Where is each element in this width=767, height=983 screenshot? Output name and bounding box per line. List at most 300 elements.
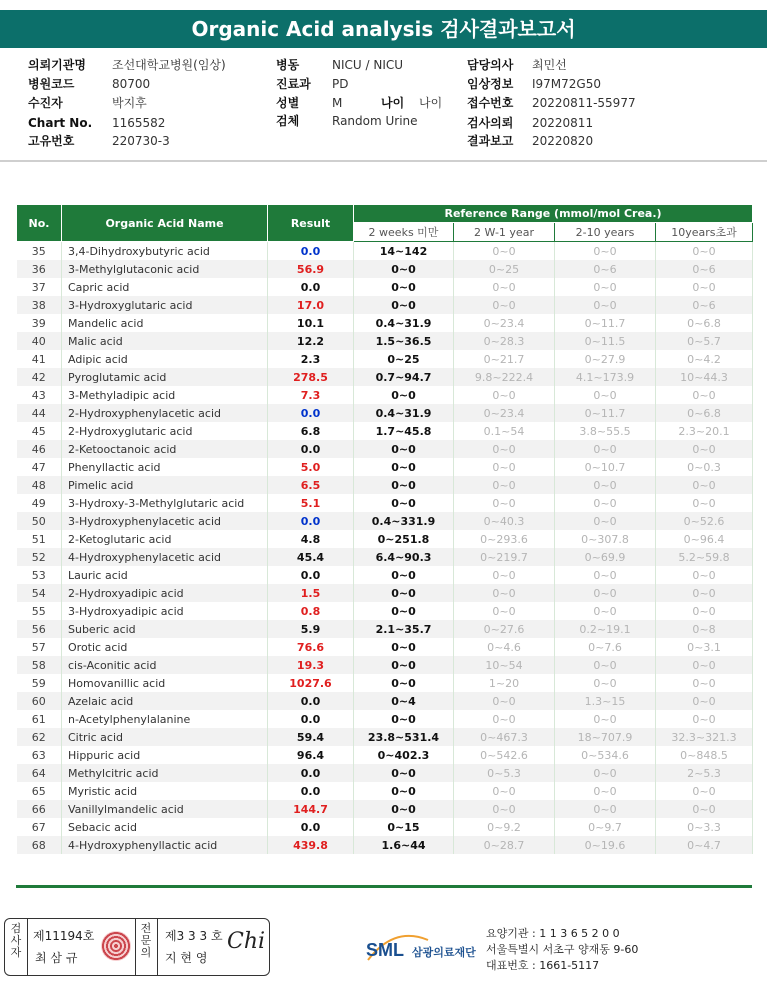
table-row (17, 260, 753, 278)
acid-name: 3,4-Dihydroxybutyric acid (62, 242, 268, 261)
col-2weeks-header: 2 weeks 미만 (354, 223, 454, 242)
table-row (17, 476, 753, 494)
table-row (17, 728, 753, 746)
range-2weeks: 1.5~36.5 (354, 332, 454, 350)
range-10y-plus: 2~5.3 (656, 764, 753, 782)
sex-value: M (332, 96, 343, 110)
report-title: Organic Acid analysis 검사결과보고서 (0, 10, 767, 48)
signature-divider (135, 919, 136, 975)
range-2-10y: 0~0 (555, 782, 656, 800)
range-10y-plus: 0~96.4 (656, 530, 753, 548)
range-2w-1y: 0~28.7 (454, 836, 555, 854)
table-row (17, 566, 753, 584)
range-10y-plus: 0~52.6 (656, 512, 753, 530)
range-2weeks: 0~0 (354, 656, 454, 674)
range-2weeks: 6.4~90.3 (354, 548, 454, 566)
table-row (17, 620, 753, 638)
acid-name: Suberic acid (62, 620, 268, 638)
result-value: 0.0 (268, 278, 354, 296)
result-value: 0.0 (268, 710, 354, 728)
result-value: 1027.6 (268, 674, 354, 692)
sml-logo (364, 930, 480, 966)
acid-name: Sebacic acid (62, 818, 268, 836)
patient-info-panel (0, 54, 767, 150)
result-value: 439.8 (268, 836, 354, 854)
row-number: 38 (17, 296, 62, 314)
hospital-value: 조선대학교병원(임상) (112, 58, 226, 72)
range-2-10y: 0~69.9 (555, 548, 656, 566)
range-2-10y: 0~534.6 (555, 746, 656, 764)
receipt-label: 접수번호 (467, 96, 514, 110)
acid-name: 3-Hydroxy-3-Methylglutaric acid (62, 494, 268, 512)
ward-value: NICU / NICU (332, 58, 404, 72)
result-value: 0.0 (268, 782, 354, 800)
results-body (17, 242, 753, 855)
range-10y-plus: 0~0 (656, 566, 753, 584)
range-2weeks: 0.4~31.9 (354, 404, 454, 422)
acid-name: Lauric acid (62, 566, 268, 584)
table-row (17, 602, 753, 620)
code-value: 80700 (112, 77, 151, 91)
range-10y-plus: 0~0 (656, 278, 753, 296)
result-value: 45.4 (268, 548, 354, 566)
acid-name: Azelaic acid (62, 692, 268, 710)
row-number: 60 (17, 692, 62, 710)
signature-icon: Chi (227, 929, 266, 954)
range-2weeks: 1.6~44 (354, 836, 454, 854)
range-10y-plus: 0~0 (656, 242, 753, 261)
range-2weeks: 1.7~45.8 (354, 422, 454, 440)
range-2w-1y: 0~23.4 (454, 314, 555, 332)
acid-name: 4-Hydroxyphenylacetic acid (62, 548, 268, 566)
result-value: 0.0 (268, 818, 354, 836)
acid-name: Homovanillic acid (62, 674, 268, 692)
range-2-10y: 0~11.7 (555, 314, 656, 332)
institution-phone: 대표번호 : 1661-5117 (486, 959, 600, 972)
range-10y-plus: 0~0 (656, 782, 753, 800)
range-2w-1y: 0~0 (454, 602, 555, 620)
id-label: 고유번호 (28, 134, 75, 148)
range-10y-plus: 0~0 (656, 674, 753, 692)
receipt-value: 20220811-55977 (532, 96, 636, 110)
range-2weeks: 0~0 (354, 782, 454, 800)
range-10y-plus: 0~0 (656, 800, 753, 818)
table-row (17, 674, 753, 692)
range-2w-1y: 0~25 (454, 260, 555, 278)
clinical-value: I97M72G50 (532, 77, 601, 91)
chart-value: 1165582 (112, 116, 166, 130)
acid-name: Capric acid (62, 278, 268, 296)
range-2weeks: 0.4~31.9 (354, 314, 454, 332)
acid-name: 3-Hydroxyadipic acid (62, 602, 268, 620)
institution-street: 서울특별시 서초구 양재동 9-60 (486, 943, 639, 956)
row-number: 67 (17, 818, 62, 836)
range-10y-plus: 0~0 (656, 692, 753, 710)
result-value: 56.9 (268, 260, 354, 278)
chart-label: Chart No. (28, 116, 93, 130)
acid-name: Pyroglutamic acid (62, 368, 268, 386)
range-2weeks: 0~0 (354, 566, 454, 584)
signature-divider (157, 919, 158, 975)
result-value: 2.3 (268, 350, 354, 368)
hospital-label: 의뢰기관명 (28, 58, 86, 72)
result-value: 17.0 (268, 296, 354, 314)
specimen-label: 검체 (276, 114, 300, 128)
result-value: 5.1 (268, 494, 354, 512)
result-value: 19.3 (268, 656, 354, 674)
range-2-10y: 0~0 (555, 242, 656, 261)
range-2-10y: 0~11.5 (555, 332, 656, 350)
acid-name: 3-Methyladipic acid (62, 386, 268, 404)
range-10y-plus: 0~0 (656, 386, 753, 404)
table-row (17, 584, 753, 602)
range-10y-plus: 0~3.1 (656, 638, 753, 656)
result-value: 0.0 (268, 566, 354, 584)
row-number: 43 (17, 386, 62, 404)
range-10y-plus: 0~0 (656, 584, 753, 602)
range-10y-plus: 0~6 (656, 260, 753, 278)
row-number: 58 (17, 656, 62, 674)
row-number: 49 (17, 494, 62, 512)
table-row (17, 548, 753, 566)
range-2weeks: 23.8~531.4 (354, 728, 454, 746)
row-number: 50 (17, 512, 62, 530)
row-number: 61 (17, 710, 62, 728)
result-value: 0.0 (268, 404, 354, 422)
request-label: 검사의뢰 (467, 116, 514, 130)
acid-name: 2-Hydroxyadipic acid (62, 584, 268, 602)
doctor-value: 최민선 (532, 58, 567, 72)
range-2w-1y: 0~293.6 (454, 530, 555, 548)
range-2weeks: 0~0 (354, 386, 454, 404)
age-label: 나이 (381, 96, 405, 110)
acid-name: Malic acid (62, 332, 268, 350)
range-10y-plus: 2.3~20.1 (656, 422, 753, 440)
range-2w-1y: 9.8~222.4 (454, 368, 555, 386)
result-value: 76.6 (268, 638, 354, 656)
ward-label: 병동 (276, 58, 300, 72)
result-value: 0.0 (268, 440, 354, 458)
result-value: 6.5 (268, 476, 354, 494)
range-10y-plus: 0~848.5 (656, 746, 753, 764)
row-number: 47 (17, 458, 62, 476)
range-2w-1y: 0~0 (454, 494, 555, 512)
table-row (17, 782, 753, 800)
range-2weeks: 0~402.3 (354, 746, 454, 764)
acid-name: Vanillylmandelic acid (62, 800, 268, 818)
table-bottom-rule (16, 885, 752, 888)
range-2weeks: 0.4~331.9 (354, 512, 454, 530)
result-value: 5.0 (268, 458, 354, 476)
table-row (17, 818, 753, 836)
range-2weeks: 0~0 (354, 260, 454, 278)
results-table (16, 204, 753, 854)
result-value: 12.2 (268, 332, 354, 350)
table-row (17, 494, 753, 512)
row-number: 62 (17, 728, 62, 746)
table-row (17, 836, 753, 854)
range-10y-plus: 0~0 (656, 494, 753, 512)
range-2-10y: 0~0 (555, 710, 656, 728)
range-2w-1y: 0~27.6 (454, 620, 555, 638)
range-10y-plus: 0~0 (656, 440, 753, 458)
row-number: 42 (17, 368, 62, 386)
acid-name: 3-Methylglutaconic acid (62, 260, 268, 278)
acid-name: 3-Hydroxyphenylacetic acid (62, 512, 268, 530)
row-number: 51 (17, 530, 62, 548)
result-value: 1.5 (268, 584, 354, 602)
range-2w-1y: 0~0 (454, 584, 555, 602)
range-10y-plus: 0~0.3 (656, 458, 753, 476)
id-value: 220730-3 (112, 134, 170, 148)
acid-name: Methylcitric acid (62, 764, 268, 782)
row-number: 59 (17, 674, 62, 692)
result-value: 144.7 (268, 800, 354, 818)
acid-name: Mandelic acid (62, 314, 268, 332)
range-2weeks: 0~4 (354, 692, 454, 710)
range-2-10y: 0~0 (555, 674, 656, 692)
range-2w-1y: 0~467.3 (454, 728, 555, 746)
range-2weeks: 0.7~94.7 (354, 368, 454, 386)
range-2weeks: 14~142 (354, 242, 454, 261)
range-2weeks: 0~0 (354, 494, 454, 512)
result-value: 96.4 (268, 746, 354, 764)
range-2-10y: 0~0 (555, 566, 656, 584)
specialist-vertical-label: 전문의 (140, 922, 152, 959)
range-10y-plus: 0~3.3 (656, 818, 753, 836)
range-2weeks: 0~0 (354, 278, 454, 296)
acid-name: n-Acetylphenylalanine (62, 710, 268, 728)
table-row (17, 314, 753, 332)
range-2weeks: 0~0 (354, 458, 454, 476)
range-10y-plus: 0~5.7 (656, 332, 753, 350)
table-row (17, 746, 753, 764)
result-value: 59.4 (268, 728, 354, 746)
clinical-label: 임상정보 (467, 77, 514, 91)
range-2-10y: 0~10.7 (555, 458, 656, 476)
acid-name: 2-Hydroxyphenylacetic acid (62, 404, 268, 422)
col-name-header: Organic Acid Name (62, 205, 268, 242)
table-row (17, 422, 753, 440)
range-2weeks: 0~0 (354, 476, 454, 494)
signature-divider (27, 919, 28, 975)
table-row (17, 404, 753, 422)
row-number: 53 (17, 566, 62, 584)
range-2w-1y: 0~0 (454, 458, 555, 476)
result-value: 0.0 (268, 764, 354, 782)
specialist-license: 제3 3 3 호 (165, 929, 223, 943)
row-number: 44 (17, 404, 62, 422)
range-2-10y: 0~6 (555, 260, 656, 278)
table-row (17, 530, 753, 548)
range-2w-1y: 0~0 (454, 386, 555, 404)
table-row (17, 764, 753, 782)
range-2w-1y: 0~0 (454, 296, 555, 314)
range-2-10y: 18~707.9 (555, 728, 656, 746)
tester-vertical-label: 검사자 (10, 922, 22, 959)
specialist-name: 지 현 영 (165, 951, 208, 965)
institution-code: 요양기관 : 1 1 3 6 5 2 0 0 (486, 927, 620, 940)
range-2w-1y: 0~21.7 (454, 350, 555, 368)
result-value: 0.0 (268, 692, 354, 710)
row-number: 35 (17, 242, 62, 261)
acid-name: Citric acid (62, 728, 268, 746)
range-2weeks: 0~0 (354, 710, 454, 728)
range-10y-plus: 10~44.3 (656, 368, 753, 386)
col-10y-header: 10years초과 (656, 223, 753, 242)
range-10y-plus: 0~6 (656, 296, 753, 314)
row-number: 55 (17, 602, 62, 620)
acid-name: Orotic acid (62, 638, 268, 656)
range-2w-1y: 0~0 (454, 782, 555, 800)
range-10y-plus: 0~6.8 (656, 314, 753, 332)
patient-value: 박지후 (112, 96, 147, 110)
range-2w-1y: 0~0 (454, 566, 555, 584)
table-row (17, 692, 753, 710)
range-2weeks: 0~0 (354, 800, 454, 818)
age-value: 나이 (419, 96, 443, 110)
tester-seal-icon (101, 931, 131, 961)
report-date-label: 결과보고 (467, 134, 514, 148)
acid-name: 2-Hydroxyglutaric acid (62, 422, 268, 440)
row-number: 63 (17, 746, 62, 764)
range-2w-1y: 0~28.3 (454, 332, 555, 350)
range-2-10y: 0~9.7 (555, 818, 656, 836)
header-divider (0, 160, 767, 162)
row-number: 37 (17, 278, 62, 296)
dept-label: 진료과 (276, 77, 311, 91)
range-10y-plus: 32.3~321.3 (656, 728, 753, 746)
range-2weeks: 0~0 (354, 296, 454, 314)
range-2w-1y: 0.1~54 (454, 422, 555, 440)
row-number: 56 (17, 620, 62, 638)
range-2-10y: 1.3~15 (555, 692, 656, 710)
col-no-header: No. (17, 205, 62, 242)
acid-name: Adipic acid (62, 350, 268, 368)
tester-license: 제11194호 (33, 929, 95, 943)
range-2weeks: 0~0 (354, 440, 454, 458)
range-2-10y: 0~19.6 (555, 836, 656, 854)
range-2w-1y: 0~542.6 (454, 746, 555, 764)
range-10y-plus: 0~0 (656, 476, 753, 494)
specimen-value: Random Urine (332, 114, 418, 128)
table-row (17, 710, 753, 728)
range-2w-1y: 0~0 (454, 692, 555, 710)
row-number: 52 (17, 548, 62, 566)
row-number: 54 (17, 584, 62, 602)
row-number: 64 (17, 764, 62, 782)
code-label: 병원코드 (28, 77, 75, 91)
range-10y-plus: 0~4.7 (656, 836, 753, 854)
range-2-10y: 0~0 (555, 656, 656, 674)
svg-text:삼광의료재단: 삼광의료재단 (412, 946, 476, 959)
range-2w-1y: 0~0 (454, 278, 555, 296)
range-2-10y: 0~0 (555, 386, 656, 404)
range-10y-plus: 0~4.2 (656, 350, 753, 368)
range-2-10y: 0~0 (555, 800, 656, 818)
range-2-10y: 0~27.9 (555, 350, 656, 368)
row-number: 57 (17, 638, 62, 656)
range-2weeks: 0~0 (354, 638, 454, 656)
row-number: 39 (17, 314, 62, 332)
table-row (17, 440, 753, 458)
institution-address (486, 926, 638, 974)
table-row (17, 512, 753, 530)
range-10y-plus: 0~0 (656, 656, 753, 674)
range-2-10y: 0~0 (555, 476, 656, 494)
report-date-value: 20220820 (532, 134, 594, 148)
range-2w-1y: 0~23.4 (454, 404, 555, 422)
acid-name: 2-Ketooctanoic acid (62, 440, 268, 458)
table-row (17, 242, 753, 261)
result-value: 10.1 (268, 314, 354, 332)
table-row (17, 656, 753, 674)
range-2-10y: 4.1~173.9 (555, 368, 656, 386)
row-number: 65 (17, 782, 62, 800)
acid-name: Hippuric acid (62, 746, 268, 764)
sex-label: 성별 (276, 96, 300, 110)
range-2-10y: 0~0 (555, 494, 656, 512)
range-2weeks: 0~251.8 (354, 530, 454, 548)
result-value: 6.8 (268, 422, 354, 440)
range-10y-plus: 0~8 (656, 620, 753, 638)
row-number: 45 (17, 422, 62, 440)
range-2-10y: 0~0 (555, 764, 656, 782)
result-value: 0.0 (268, 242, 354, 261)
range-2w-1y: 0~0 (454, 242, 555, 261)
row-number: 66 (17, 800, 62, 818)
range-2-10y: 0~0 (555, 512, 656, 530)
range-2w-1y: 0~0 (454, 440, 555, 458)
range-2-10y: 0~0 (555, 296, 656, 314)
range-2w-1y: 0~219.7 (454, 548, 555, 566)
row-number: 68 (17, 836, 62, 854)
table-row (17, 332, 753, 350)
col-2-10y-header: 2-10 years (555, 223, 656, 242)
range-2w-1y: 0~40.3 (454, 512, 555, 530)
range-2-10y: 3.8~55.5 (555, 422, 656, 440)
table-row (17, 386, 753, 404)
range-2-10y: 0~0 (555, 602, 656, 620)
range-10y-plus: 0~0 (656, 710, 753, 728)
row-number: 40 (17, 332, 62, 350)
range-2weeks: 0~15 (354, 818, 454, 836)
range-2-10y: 0.2~19.1 (555, 620, 656, 638)
table-row (17, 278, 753, 296)
col-2w1y-header: 2 W-1 year (454, 223, 555, 242)
range-2w-1y: 1~20 (454, 674, 555, 692)
range-2w-1y: 0~9.2 (454, 818, 555, 836)
row-number: 36 (17, 260, 62, 278)
table-row (17, 368, 753, 386)
range-2w-1y: 0~4.6 (454, 638, 555, 656)
acid-name: Myristic acid (62, 782, 268, 800)
range-2weeks: 0~0 (354, 674, 454, 692)
signature-box (4, 918, 270, 976)
range-2weeks: 0~0 (354, 602, 454, 620)
row-number: 41 (17, 350, 62, 368)
range-2w-1y: 0~0 (454, 800, 555, 818)
table-row (17, 296, 753, 314)
range-2w-1y: 0~0 (454, 476, 555, 494)
table-row (17, 350, 753, 368)
tester-name: 최 삼 규 (35, 951, 78, 965)
range-2-10y: 0~0 (555, 440, 656, 458)
table-row (17, 800, 753, 818)
range-2-10y: 0~11.7 (555, 404, 656, 422)
acid-name: 2-Ketoglutaric acid (62, 530, 268, 548)
result-value: 278.5 (268, 368, 354, 386)
